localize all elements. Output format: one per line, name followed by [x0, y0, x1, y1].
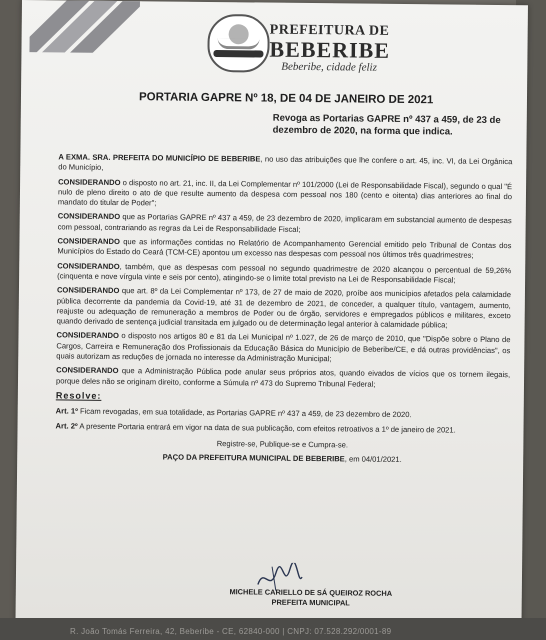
signer-name: MICHELE CARIELLO DE SÁ QUEIROZ ROCHA [229, 587, 393, 598]
article-text: A presente Portaria entrará em vigor na data de sua publicação, com efeitos retroativos a 1º de janeiro de 2021. [77, 421, 456, 435]
article-paragraph [55, 421, 509, 436]
article-paragraph [56, 407, 510, 422]
document-body [55, 152, 512, 470]
considerando-paragraph [56, 366, 510, 391]
article-lead: Art. 2º [55, 420, 78, 431]
document-page [15, 0, 527, 627]
considerando-lead: CONSIDERANDO [56, 285, 120, 296]
preamble-lead: A EXMA. SRA. PREFEITA DO MUNICÍPIO DE BEBERIBE [58, 152, 261, 164]
considerando-paragraph [58, 212, 512, 237]
date-text: , em 04/01/2021. [344, 454, 402, 465]
preamble [58, 152, 512, 177]
considerando-text: que a Administração Pública pode anular seus próprios atos, quando eivados de vícios que os tornem ilegais, porque deles não se originam direito, conforme a Súmula nº 473 do Supremo Tribunal Federal; [55, 366, 511, 389]
considerando-lead: CONSIDERANDO [56, 330, 119, 341]
article-text: Ficam revogadas, em sua totalidade, as Portarias GAPRE nº 437 a 459, de 23 dezembro de 2020. [77, 406, 412, 420]
place-and-date [55, 451, 509, 466]
considerando-lead: CONSIDERANDO [57, 236, 120, 247]
logo-motto: Beberibe, cidade feliz [281, 60, 377, 74]
wave-icon [217, 38, 259, 49]
considerando-text: que as Portarias GAPRE nº 437 a 459, de 23 dezembro de 2020, implicaram em substancial aumento de despesas com pessoal, contrariando as regras da Lei de Responsabilidade Fiscal; [57, 212, 512, 234]
considerando-lead: CONSIDERANDO [57, 261, 120, 271]
considerando-text: o disposto nos artigos 80 e 81 da Lei Municipal nº 1.027, de 26 de março de 2010, que "Dispõe sobre o Plano de Cargos, Carreira e Remuneração dos Profissionais da Educação Básica do Município de Beberibe/CE, e dá outras providências", os quais autorizam as reduções de jornada no interesse da Administração Municipal; [56, 331, 511, 364]
considerando-paragraph [57, 236, 511, 261]
crest-band [213, 50, 263, 58]
considerando-text: o disposto no art. 21, inc. II, da Lei Complementar nº 101/2000 (Lei de Responsabilidade Fiscal), segundo o qual "É nulo de pleno direito o ato de que resulte aumento da despesa com pessoal nos 180 (cento e oitenta) dias anteriores ao final do mandato do titular de Poder"; [57, 177, 513, 208]
resolve-heading: Resolve: [55, 390, 102, 401]
considerando-lead: CONSIDERANDO [56, 365, 119, 376]
crest-emblem-icon [207, 14, 270, 73]
logo-org-line1: PREFEITURA DE [269, 22, 390, 39]
considerando-lead: CONSIDERANDO [57, 211, 121, 222]
place-lead: PAÇO DA PREFEITURA MUNICIPAL DE BEBERIBE [162, 452, 345, 464]
considerando-paragraph [57, 286, 511, 332]
considerando-text: , também, que as despesas com pessoal no segundo quadrimestre de 2020 alcançou o percentual de 59,26% (cinquenta e nove vírgula vinte e seis por cento), atingindo-se o limite total previsto na Lei de Responsabilidade Fiscal; [57, 261, 512, 285]
preamble-text: , no uso das atribuições que lhe confere o art. 45, inc. VI, da Lei Orgânica do Município, [58, 154, 513, 173]
document-title: PORTARIA GAPRE Nº 18, DE 04 DE JANEIRO DE 2021 [138, 91, 434, 107]
logo-org-line2: BEBERIBE [269, 36, 391, 63]
signer-block [161, 586, 461, 609]
considerando-text: que art. 8º da Lei Complementar nº 173, de 27 de maio de 2020, proíbe aos municípios afetados pela calamidade pública decorrente da pandemia da Covid-19, até 31 de dezembro de 2021, de conceder, a qualquer título, vantagem, aumento, reajuste ou adequação de remuneração a membros de Poder ou de órgão, servidores e empregados públicos e militares, exceto quando derivado de sentença judicial transitada em julgado ou de determinação legal anterior à calamidade pública; [56, 286, 511, 330]
document-summary: Revoga as Portarias GAPRE nº 437 a 459, de 23 de dezembro de 2020, na forma que indica. [272, 112, 501, 138]
article-lead: Art. 1º [55, 406, 78, 416]
considerando-paragraph [56, 331, 510, 367]
municipality-logo [207, 12, 408, 76]
footer-address: R. João Tomás Ferreira, 42, Beberibe - CE, 62840-000 | CNPJ: 07.528.292/0001-89 [70, 627, 392, 636]
considerando-paragraph [58, 177, 512, 213]
considerando-paragraph [57, 261, 511, 286]
considerando-text: que as informações contidas no Relatório de Acompanhamento Gerencial emitido pelo Tribunal de Contas dos Municípios do Estado do Ceará (TCM-CE) apontou um excesso nas despesas com pessoal nos últimos três quadrimestres; [57, 237, 512, 261]
closing-formula: Registre-se, Publique-se e Cumpra-se. [216, 438, 349, 450]
decorative-stripes [29, 0, 140, 53]
considerando-lead: CONSIDERANDO [58, 176, 121, 187]
signer-role: PREFEITA MUNICIPAL [271, 597, 350, 608]
footer-bar [0, 618, 546, 640]
